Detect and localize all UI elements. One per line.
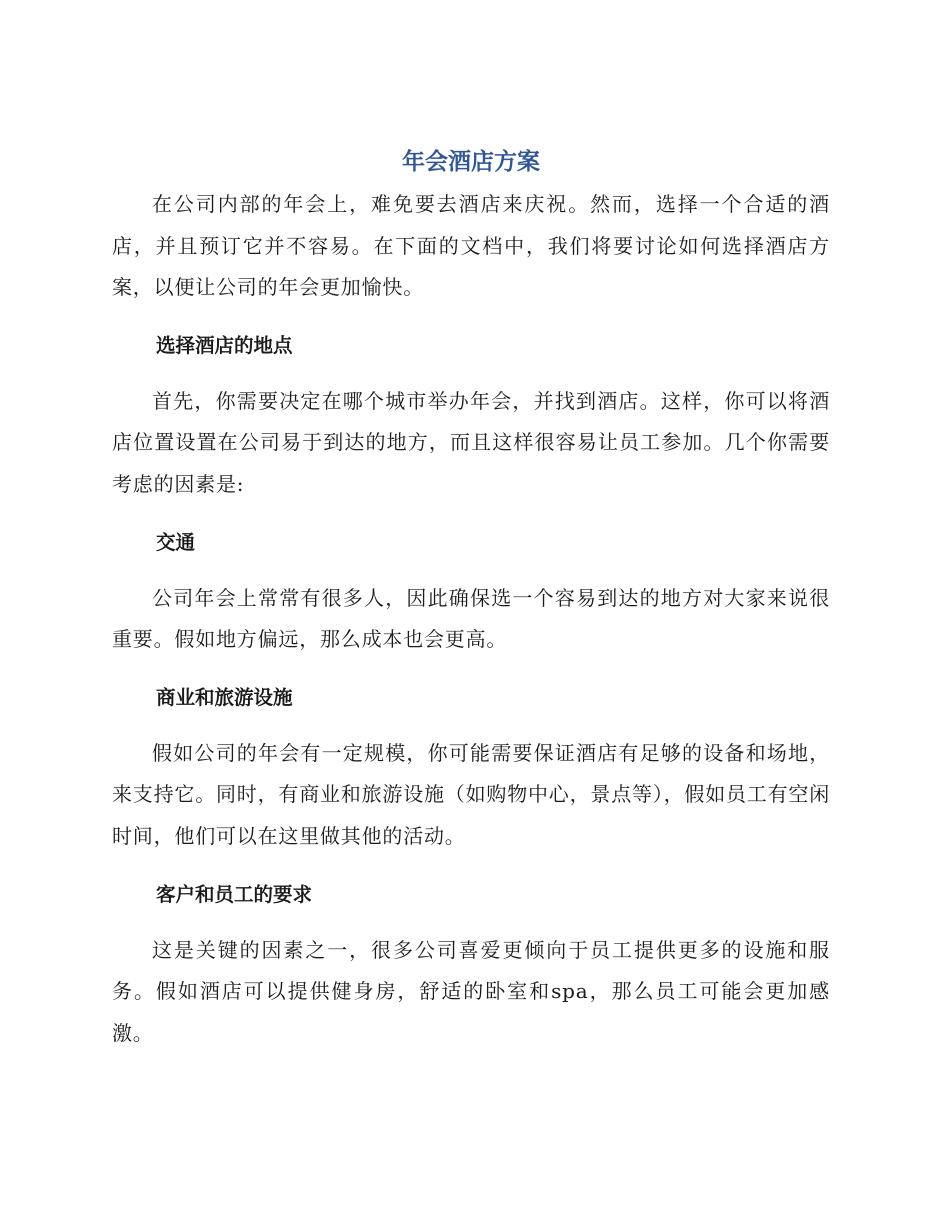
heading-hotel-location: 选择酒店的地点 <box>156 333 293 357</box>
heading-client-employee-requirements: 客户和员工的要求 <box>156 882 313 906</box>
heading-business-tourism: 商业和旅游设施 <box>156 685 293 709</box>
paragraph-hotel-location: 首先，你需要决定在哪个城市举办年会，并找到酒店。这样，你可以将酒店位置设置在公司易于到达的地方，而且这样很容易让员工参加。几个你需要考虑的因素是: <box>112 388 830 496</box>
paragraph-business-tourism: 假如公司的年会有一定规模，你可能需要保证酒店有足够的设备和场地，来支持它。同时，有商业和旅游设施（如购物中心，景点等），假如员工有空闲时间，他们可以在这里做其他的活动。 <box>112 740 830 848</box>
paragraph-intro: 在公司内部的年会上，难免要去酒店来庆祝。然而，选择一个合适的酒店，并且预订它并不容易。在下面的文档中，我们将要讨论如何选择酒店方案，以便让公司的年会更加愉快。 <box>112 192 830 300</box>
document-page <box>112 142 830 1054</box>
document-title: 年会酒店方案 <box>402 149 540 175</box>
heading-transport: 交通 <box>156 530 196 554</box>
paragraph-client-employee-requirements: 这是关键的因素之一，很多公司喜爱更倾向于员工提供更多的设施和服务。假如酒店可以提供健身房，舒适的卧室和spa，那么员工可能会更加感激。 <box>112 937 830 1045</box>
paragraph-transport: 公司年会上常常有很多人，因此确保选一个容易到达的地方对大家来说很重要。假如地方偏远，那么成本也会更高。 <box>112 585 830 652</box>
